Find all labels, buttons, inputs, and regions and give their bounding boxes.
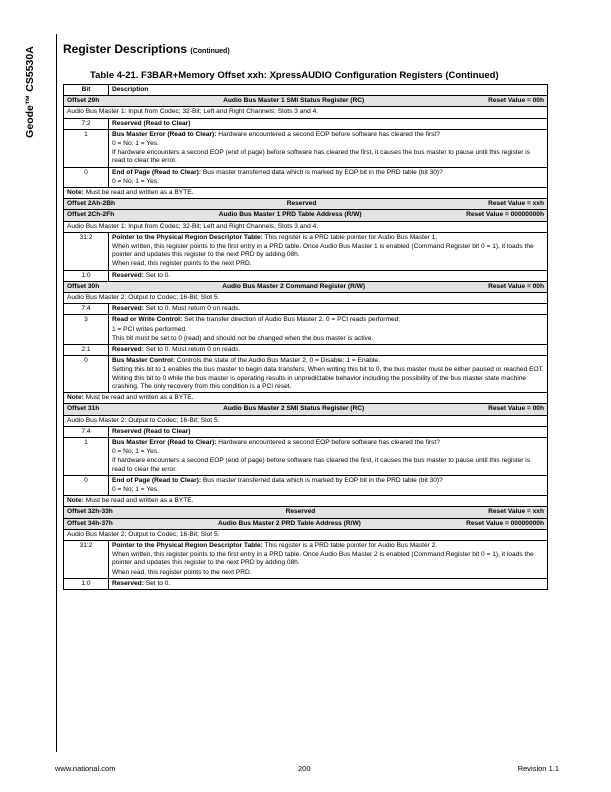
register-description: Audio Bus Master 1: Input from Codec; 32-Bit; Left and Right Channels; Slots 3 and 4. [64,107,548,118]
note-label: Note: [67,189,84,197]
offset-address: Offset 30h [67,282,100,290]
offset-address: Offset 34h-37h [67,519,113,527]
bit-row [64,232,548,270]
offset-line [67,405,544,413]
bit-number: 2:1 [64,345,109,356]
reset-value: Reset Value = xxh [488,200,544,208]
bit-text: This register is a PRD table pointer for Audio Bus Master 1. [264,233,438,241]
footer-website: www.national.com [55,764,116,773]
note-row [64,496,548,507]
bit-text: If hardware encounters a second EOP (end of page) before software has cleared the first, it causes the bus master to pause until this register is read to clear the error. [112,457,531,473]
bit-row [64,167,548,187]
offset-cell [64,404,548,415]
note-label: Note: [67,394,84,402]
offset-line [67,200,544,208]
offset-row [64,518,548,529]
description-row [64,107,548,118]
bit-text: When written, this register points to the first entry in a PRD table. Once Audio Bus Master 2 is enabled (Command Register bit 0 = 1), it loads the pointer and updates this register to the next PRD by adding 08h. [112,551,534,567]
table-caption: Table 4-21. F3BAR+Memory Offset xxh: XpressAUDIO Configuration Registers (Continued) [90,70,499,81]
bit-field-name: Reserved: [112,579,144,587]
column-header-description: Description [109,85,548,96]
bit-number: 1 [64,437,109,475]
page-title-text: Register Descriptions [63,42,188,56]
bit-text: 0 = No; 1 = Yes. [112,485,159,493]
note-cell [64,188,548,199]
register-description: Audio Bus Master 2: Output to Codec; 16-Bit; Slot 5. [64,415,548,426]
reset-value: Reset Value = 00h [488,282,544,290]
offset-row [64,281,548,292]
bit-field-name: Bus Master Error (Read to Clear): [112,130,217,138]
offset-row [64,96,548,107]
bit-text: 0 = No; 1 = Yes. [112,177,159,185]
bit-first-line [112,316,544,324]
bit-text: If hardware encounters a second EOP (end of page) before software has cleared the first, it causes the bus master to pause until this register is read to clear the error. [112,149,531,165]
bit-description [109,167,548,187]
offset-line [67,211,544,219]
register-name: Audio Bus Master 2 SMI Status Register (RC) [223,405,365,413]
bit-number: 7:4 [64,426,109,437]
offset-cell [64,96,548,107]
bit-first-line [112,169,544,177]
reset-value: Reset Value = 00000000h [466,519,544,527]
bit-first-line [112,131,544,139]
bit-text: 1 = PCI writes performed. [112,325,187,333]
bit-text: Set to 0. Must return 0 on reads. [145,305,241,313]
bit-first-line [112,346,544,354]
bit-description [109,118,548,129]
bit-field-name: Reserved: [112,346,144,354]
bit-text: Set to 0. Must return 0 on reads. [145,346,241,354]
bit-description [109,578,548,589]
bit-first-line [112,234,544,242]
bit-first-line [112,580,544,588]
table-header-row [64,85,548,96]
bit-text: Hardware encountered a second EOP before software has cleared the first? [218,438,440,446]
column-header-bit: Bit [64,85,109,96]
note-row [64,393,548,404]
bit-field-name: End of Page (Read to Clear): [112,168,202,176]
bit-number: 0 [64,167,109,187]
note-text: Must be read and written as a BYTE. [85,189,194,197]
bit-row [64,475,548,495]
reset-value: Reset Value = 00h [488,405,544,413]
footer-page-number: 200 [298,764,311,773]
bit-text: Set to 0. [145,271,171,279]
bit-text: This register is a PRD table pointer for Audio Bus Master 2. [264,541,438,549]
bit-row [64,540,548,578]
offset-address: Offset 2Ch-2Fh [67,211,115,219]
side-title: Geode™ CS5530A [24,46,36,138]
offset-row [64,199,548,210]
page-title [63,42,230,56]
bit-row [64,426,548,437]
bit-number: 3 [64,315,109,345]
bit-number: 1:0 [64,578,109,589]
bit-number: 1:0 [64,270,109,281]
offset-address: Offset 29h [67,97,100,105]
note-cell [64,496,548,507]
bit-description [109,356,548,393]
offset-line [67,97,544,105]
bit-first-line [112,272,544,280]
bit-row [64,304,548,315]
bit-description [109,437,548,475]
register-name: Reserved [285,508,316,516]
bit-text: Bus master transferred data which is marked by EOP bit in the PRD table (bit 30)? [202,476,443,484]
bit-text: Controls the state of the Audio Bus Master 2. 0 = Disable; 1 = Enable. [176,357,380,365]
bit-text: Hardware encountered a second EOP before software has cleared the first? [218,130,440,138]
offset-address: Offset 31h [67,405,100,413]
bit-description [109,304,548,315]
bit-number: 0 [64,356,109,393]
bit-text: When read, this register points to the next PRD. [112,260,252,268]
offset-line [67,283,544,291]
bit-description [109,540,548,578]
note-cell [64,393,548,404]
bit-description [109,426,548,437]
reset-value: Reset Value = xxh [488,508,544,516]
bit-text: Bus master transferred data which is marked by EOP bit in the PRD table (bit 30)? [202,168,443,176]
bit-text: When written, this register points to the first entry in a PRD table. Once Audio Bus Master 1 is enabled (Command Register bit 0 = 1), it loads the pointer and updates this register to the next PRD by adding 08h. [112,243,534,259]
offset-address: Offset 32h-33h [67,508,113,516]
offset-cell [64,210,548,221]
bit-first-line [112,305,544,313]
note-text: Must be read and written as a BYTE. [85,497,194,505]
bit-field-name: Bus Master Control: [112,357,176,365]
register-name: Reserved [286,200,317,208]
note-label: Note: [67,497,84,505]
bit-row [64,315,548,345]
bit-description [109,475,548,495]
register-description: Audio Bus Master 2: Output to Codec; 16-Bit; Slot 5. [64,293,548,304]
register-description: Audio Bus Master 1: Input from Codec; 32-Bit; Left and Right Channels; Slots 3 and 4. [64,221,548,232]
offset-cell [64,199,548,210]
bit-first-line [112,477,544,485]
bit-number: 7:4 [64,304,109,315]
bit-field-name: Read or Write Control: [112,316,183,324]
bit-number: 31:2 [64,540,109,578]
bit-number: 7:2 [64,118,109,129]
note-row [64,188,548,199]
bit-first-line [112,439,544,447]
offset-address: Offset 2Ah-2Bh [67,200,115,208]
reset-value: Reset Value = 00000000h [466,211,544,219]
description-row [64,221,548,232]
bit-row [64,129,548,167]
bit-text: 0 = No; 1 = Yes. [112,140,159,148]
bit-description [109,270,548,281]
bit-text: When read, this register points to the next PRD. [112,568,252,576]
bit-row [64,437,548,475]
bit-field-name: Pointer to the Physical Region Descriptor Table: [112,541,263,549]
bit-description [109,345,548,356]
bit-text: Set the transfer direction of Audio Bus Master 2. 0 = PCI reads performed; [184,316,401,324]
offset-line [67,520,544,528]
bit-field-name: Reserved (Read to Clear) [112,427,191,435]
bit-description [109,232,548,270]
description-row [64,293,548,304]
bit-text: Setting this bit to 1 enables the bus master to begin data transfers. When writing this bit to 0, the bus master must be either paused or reached EOT. Writing this bit to 0 while the bus master is operating results in unpredictable behavior including the possibility of the bus master state machine crashing. The only recovery from this condition is a PCI reset. [112,366,544,390]
offset-line [67,508,544,516]
bit-number: 31:2 [64,232,109,270]
bit-field-name: End of Page (Read to Clear): [112,476,202,484]
description-row [64,415,548,426]
register-description: Audio Bus Master 2: Output to Codec; 16-Bit; Slot 5. [64,529,548,540]
bit-description [109,129,548,167]
bit-row [64,270,548,281]
register-name: Audio Bus Master 2 PRD Table Address (R/W) [218,519,361,527]
bit-field-name: Reserved (Read to Clear) [112,119,191,127]
offset-cell [64,281,548,292]
register-name: Audio Bus Master 1 SMI Status Register (RC) [223,97,365,105]
bit-field-name: Reserved: [112,305,144,313]
register-name: Audio Bus Master 1 PRD Table Address (R/W) [218,211,362,219]
bit-field-name: Reserved: [112,271,144,279]
offset-row [64,507,548,518]
register-name: Audio Bus Master 2 Command Register (R/W) [222,282,366,290]
bit-row [64,578,548,589]
bit-text: Set to 0. [145,579,171,587]
offset-row [64,210,548,221]
bit-row [64,356,548,393]
page-title-note: (Continued) [190,48,230,55]
bit-text: This bit must be set to 0 (read) and should not be changed when the bus master is active. [112,334,374,342]
bit-first-line [112,542,544,550]
bit-field-name: Pointer to the Physical Region Descriptor Table: [112,233,263,241]
offset-cell [64,507,548,518]
bit-field-name: Bus Master Error (Read to Clear): [112,438,217,446]
bit-text: 0 = No; 1 = Yes. [112,448,159,456]
footer-revision: Revision 1.1 [517,764,559,773]
note-text: Must be read and written as a BYTE. [85,394,194,402]
bit-first-line [112,120,544,128]
bit-number: 1 [64,129,109,167]
bit-row [64,345,548,356]
bit-first-line [112,428,544,436]
bit-first-line [112,357,544,365]
vertical-rule [56,34,57,752]
bit-row [64,118,548,129]
register-table [63,84,548,590]
bit-number: 0 [64,475,109,495]
reset-value: Reset Value = 00h [488,97,544,105]
offset-row [64,404,548,415]
offset-cell [64,518,548,529]
description-row [64,529,548,540]
bit-description [109,315,548,345]
